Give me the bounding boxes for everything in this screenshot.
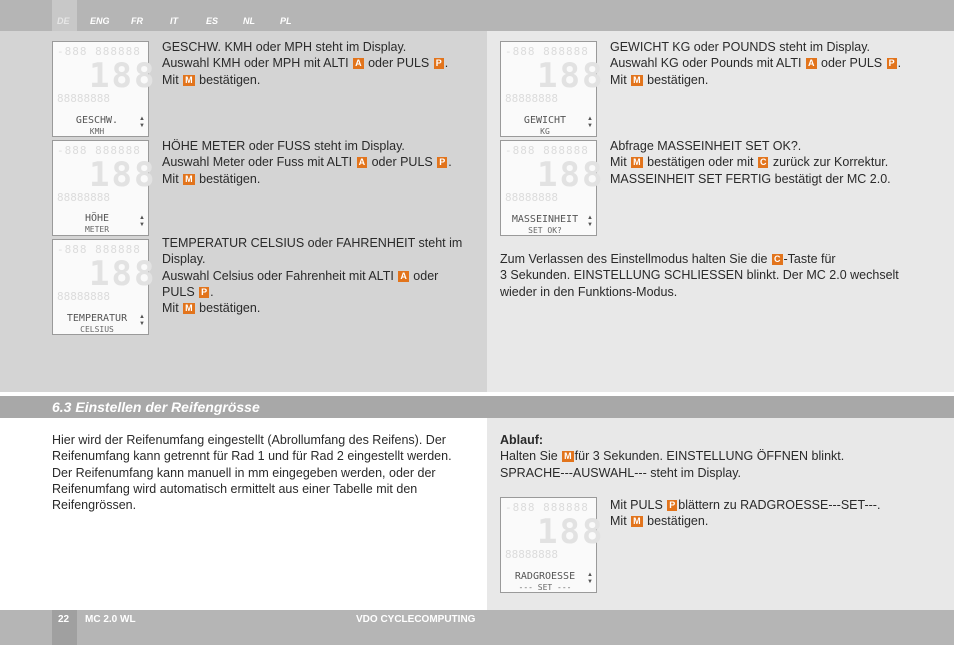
page-number: 22 [58,614,70,625]
updown-arrows-icon: ▲ ▼ [587,215,593,228]
procedure-heading: Ablauf: [500,433,544,447]
instruction-text: Auswahl KG oder Pounds mit ALTI [610,56,802,71]
altitude-unit-instructions [162,138,472,187]
puls-key-icon: P [888,58,895,69]
instruction-line: HÖHE METER oder FUSS steht im Display. [162,139,405,153]
instruction-text: oder PULS [371,155,433,170]
updown-arrows-icon: ▲ ▼ [139,314,145,327]
model-name: MC 2.0 WL [85,614,136,625]
lcd-line-1: RADGROESSE [514,571,576,582]
lcd-display-speed: -888 888888 188 88888888 GESCHW. KMH ▲ ▼ [52,41,149,137]
instruction-text: bestätigen. [647,514,709,529]
mode-key-icon: M [633,157,641,168]
tire-size-intro [52,432,472,513]
weight-unit-instructions [610,39,940,88]
instruction-text: . [448,155,452,170]
lcd-line-2: CELSIUS [80,325,114,334]
instruction-text: Mit [162,72,179,87]
instruction-text: Halten Sie [500,449,558,464]
instruction-text: bestätigen. [199,72,261,87]
mode-key-icon: M [185,303,193,314]
wheel-size-instructions [610,497,940,530]
procedure-instructions [500,432,920,481]
instruction-line: 3 Sekunden. EINSTELLUNG SCHLIESSEN blinkt. Der MC 2.0 wechselt wieder in den Funktions-Modus. [500,268,899,299]
alti-key-icon: A [358,157,366,168]
instruction-text: oder PULS [162,268,439,299]
instruction-text: Zum Verlassen des Einstellmodus halten Sie die [500,252,768,266]
lcd-display-unit-confirm: -888 888888 188 88888888 MASSEINHEIT SET OK? ▲ ▼ [500,140,597,236]
instruction-text: Mit PULS [610,498,663,512]
puls-key-icon: P [669,500,676,510]
clear-key-icon: C [759,157,767,168]
lcd-line-2: --- SET --- [518,583,572,592]
updown-arrows-icon: ▲ ▼ [139,116,145,129]
mode-key-icon: M [185,74,193,85]
instruction-text: zurück zur Korrektur. [772,155,889,170]
instruction-text: Auswahl KMH oder MPH mit ALTI [162,56,349,71]
instruction-text: Auswahl Celsius oder Fahrenheit mit ALTI [162,268,394,283]
lang-pl[interactable]: PL [280,16,292,26]
lcd-line-2: METER [84,225,110,234]
lang-de[interactable]: DE [57,16,70,26]
instruction-text: oder PULS [821,56,883,71]
instruction-text: Mit [610,155,627,170]
instruction-text: bestätigen. [647,72,709,87]
instruction-text: . [897,56,902,71]
lcd-line-1: GEWICHT [523,115,567,126]
lcd-line-2: KMH [89,127,105,136]
alti-key-icon: A [355,58,362,69]
speed-unit-instructions [162,39,472,88]
instruction-text: bestätigen. [199,301,261,316]
instruction-text: Mit [610,72,627,87]
alti-key-icon: A [808,58,815,69]
mode-key-icon: M [185,173,193,184]
lang-nl[interactable]: NL [243,16,255,26]
instruction-text: . [444,56,449,71]
puls-key-icon: P [439,157,446,168]
intro-paragraph: Hier wird der Reifenumfang eingestellt (Abrollumfang des Reifens). Der Reifenumfang kann getrennt für Rad 1 und für Rad 2 eingestellt werden. Der Reifenumfang kann manuell in mm eingegeben werden, oder der Reifenumfang wird automatisch ermittelt aus einer Tabelle mit den Reifengrössen. [52,433,452,513]
lcd-line-1: TEMPERATUR [66,313,128,324]
temperature-unit-instructions [162,235,472,316]
lcd-display-temperature: -888 888888 188 88888888 TEMPERATUR CELSIUS ▲ ▼ [52,239,149,335]
lcd-display-wheel-size: -888 888888 188 88888888 RADGROESSE --- SET --- ▲ ▼ [500,497,597,593]
updown-arrows-icon: ▲ ▼ [587,572,593,585]
mode-key-icon: M [633,74,641,85]
lcd-line-1: GESCHW. [75,115,119,126]
section-title: 6.3 Einstellen der Reifengrösse [52,399,260,415]
clear-key-icon: C [774,254,781,264]
instruction-text: Mit [162,301,179,316]
brand-name: VDO CYCLECOMPUTING [356,614,476,625]
footer-bar [0,610,954,645]
instruction-line: SPRACHE---AUSWAHL--- steht im Display. [500,465,741,480]
instruction-text: Auswahl Meter oder Fuss mit ALTI [162,155,353,170]
puls-key-icon: P [201,286,208,297]
instruction-text: bestätigen. [199,171,261,186]
instruction-text: . [210,284,214,299]
instruction-line: GESCHW. KMH oder MPH steht im Display. [162,40,407,54]
instruction-text: für 3 Sekunden. EINSTELLUNG ÖFFNEN blinkt. [574,449,845,464]
lcd-line-1: HÖHE [84,213,110,224]
lcd-display-weight: -888 888888 188 88888888 GEWICHT KG ▲ ▼ [500,41,597,137]
instruction-line: MASSEINHEIT SET FERTIG bestätigt der MC 2.0. [610,171,891,186]
instruction-text: oder PULS [368,56,430,71]
instruction-text: -Taste für [783,252,836,266]
instruction-text: bestätigen oder mit [647,155,754,170]
instruction-text: blättern zu RADGROESSE---SET---. [678,498,881,512]
instruction-line: Abfrage MASSEINHEIT SET OK?. [610,139,802,153]
language-bar [0,0,954,31]
exit-settings-instructions [500,251,920,300]
lcd-line-2: SET OK? [528,226,562,235]
mode-key-icon: M [633,516,641,527]
unit-confirm-instructions [610,138,945,187]
instruction-line: GEWICHT KG oder POUNDS steht im Display. [610,40,871,54]
puls-key-icon: P [435,58,442,69]
mode-key-icon: M [564,451,572,462]
instruction-text: Mit [162,171,179,186]
updown-arrows-icon: ▲ ▼ [587,116,593,129]
updown-arrows-icon: ▲ ▼ [139,215,145,228]
lcd-line-1: MASSEINHEIT [511,214,579,225]
alti-key-icon: A [400,270,407,281]
lang-eng[interactable]: ENG [90,16,110,26]
instruction-text: Mit [610,514,627,529]
lang-es[interactable]: ES [206,16,219,26]
lang-fr[interactable]: FR [131,16,143,26]
lcd-line-2: KG [540,127,550,136]
instruction-line: TEMPERATUR CELSIUS oder FAHRENHEIT steht im Display. [162,236,463,267]
lcd-display-altitude: -888 888888 188 88888888 HÖHE METER ▲ ▼ [52,140,149,236]
lang-it[interactable]: IT [170,16,178,26]
